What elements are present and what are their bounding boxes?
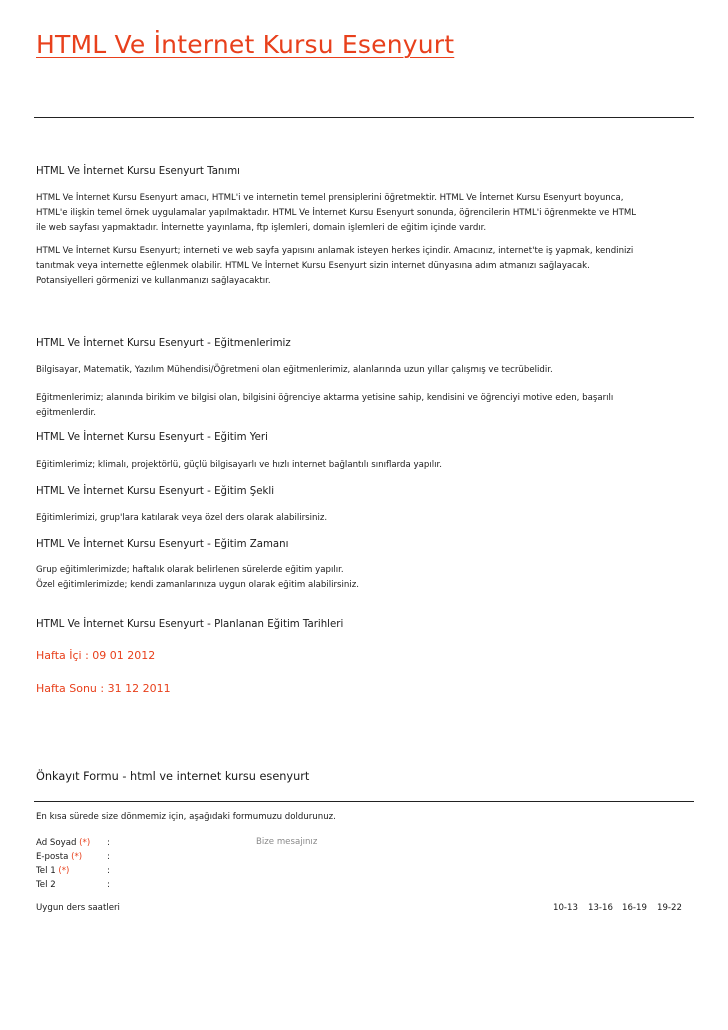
paragraph-yer xyxy=(36,458,692,473)
text-line: HTML Ve İnternet Kursu Esenyurt amacı, HTML'i ve internetin temel prensiplerini öğretmektir. HTML Ve İnternet Kursu Esenyurt boyunca, xyxy=(36,193,624,203)
field-label xyxy=(36,880,56,890)
required-mark: (*) xyxy=(79,838,91,848)
date-hafta-ici: Hafta İçi : 09 01 2012 xyxy=(36,649,156,662)
label-colon: : xyxy=(107,852,110,862)
label-text: Tel 1 xyxy=(36,866,56,876)
section-heading-tanim: HTML Ve İnternet Kursu Esenyurt Tanımı xyxy=(36,166,240,177)
ad-soyad-input[interactable] xyxy=(114,837,234,849)
saatler-label: Uygun ders saatleri xyxy=(36,903,120,913)
form-divider xyxy=(34,801,694,802)
time-slot-option[interactable]: 16-19 xyxy=(622,903,647,913)
text-line: Potansiyelleri görmenizi ve kullanmanızı sağlayacaktır. xyxy=(36,276,271,286)
form-intro xyxy=(36,810,692,825)
time-slot-option[interactable]: 10-13 xyxy=(553,903,578,913)
time-slot-option[interactable]: 19-22 xyxy=(657,903,682,913)
paragraph-egitmenler-1 xyxy=(36,363,692,378)
text-line: eğitmenlerdir. xyxy=(36,408,96,418)
message-textarea[interactable] xyxy=(256,837,536,877)
paragraph-egitmenler-2 xyxy=(36,391,692,421)
field-label xyxy=(36,852,82,862)
paragraph-tanim-2 xyxy=(36,244,692,289)
label-text: Tel 2 xyxy=(36,880,56,890)
text-line: Bilgisayar, Matematik, Yazılım Mühendisi/Öğretmeni olan eğitmenlerimiz, alanlarında uzun yıllar çalışmış ve tecrübelidir. xyxy=(36,365,553,375)
section-heading-tarihler: HTML Ve İnternet Kursu Esenyurt - Planlanan Eğitim Tarihleri xyxy=(36,619,344,630)
text-line: HTML Ve İnternet Kursu Esenyurt; interneti ve web sayfa yapısını anlamak isteyen herkes içindir. Amacınız, internet'te iş yapmak, kendinizi xyxy=(36,246,634,256)
title-divider xyxy=(34,117,694,118)
time-slot-option[interactable]: 13-16 xyxy=(588,903,613,913)
text-line: ile web sayfası yapmaktadır. İnternette yayınlama, ftp işlemleri, domain işlemleri de eğitim içinde vardır. xyxy=(36,223,487,233)
text-line: tanıtmak veya internette eğlenmek olabilir. HTML Ve İnternet Kursu Esenyurt sizin internet dünyasına adım atmanızı sağlayacak. xyxy=(36,261,590,271)
field-label xyxy=(36,866,69,876)
section-heading-sekil: HTML Ve İnternet Kursu Esenyurt - Eğitim Şekli xyxy=(36,486,275,497)
eposta-input[interactable] xyxy=(114,851,234,863)
paragraph-zaman xyxy=(36,563,692,593)
section-heading-yer: HTML Ve İnternet Kursu Esenyurt - Eğitim Yeri xyxy=(36,432,268,443)
text-line: En kısa sürede size dönmemiz için, aşağıdaki formumuzu doldurunuz. xyxy=(36,812,336,822)
paragraph-sekil xyxy=(36,511,692,526)
tel2-input[interactable] xyxy=(114,879,234,891)
label-text: Ad Soyad xyxy=(36,838,77,848)
date-hafta-sonu: Hafta Sonu : 31 12 2011 xyxy=(36,682,171,695)
label-text: E-posta xyxy=(36,852,69,862)
field-label xyxy=(36,838,90,848)
text-line: Eğitimlerimizi, grup'lara katılarak veya özel ders olarak alabilirsiniz. xyxy=(36,513,328,523)
page-title[interactable]: HTML Ve İnternet Kursu Esenyurt xyxy=(36,30,455,59)
form-title: Önkayıt Formu - html ve internet kursu esenyurt xyxy=(36,770,310,783)
tel1-input[interactable] xyxy=(114,865,234,877)
label-colon: : xyxy=(107,866,110,876)
required-mark: (*) xyxy=(58,866,70,876)
text-line: HTML'e ilişkin temel örnek uygulamalar yapılmaktadır. HTML Ve İnternet Kursu Esenyurt sonunda, öğrencilerin HTML'i öğrenmekte ve HTML xyxy=(36,208,637,218)
text-line: Eğitmenlerimiz; alanında birikim ve bilgisi olan, bilgisini öğrenciye aktarma yetisine sahip, kendisini ve öğrenciyi motive eden, başarılı xyxy=(36,393,614,403)
label-colon: : xyxy=(107,880,110,890)
text-line: Eğitimlerimiz; klimalı, projektörlü, güçlü bilgisayarlı ve hızlı internet bağlantılı sınıflarda yapılır. xyxy=(36,460,442,470)
section-heading-zaman: HTML Ve İnternet Kursu Esenyurt - Eğitim Zamanı xyxy=(36,539,289,550)
text-line: Grup eğitimlerimizde; haftalık olarak belirlenen sürelerde eğitim yapılır. xyxy=(36,565,344,575)
required-mark: (*) xyxy=(71,852,83,862)
paragraph-tanim-1 xyxy=(36,191,692,236)
label-colon: : xyxy=(107,838,110,848)
section-heading-egitmenler: HTML Ve İnternet Kursu Esenyurt - Eğitmenlerimiz xyxy=(36,338,291,349)
text-line: Özel eğitimlerimizde; kendi zamanlarınıza uygun olarak eğitim alabilirsiniz. xyxy=(36,580,359,590)
